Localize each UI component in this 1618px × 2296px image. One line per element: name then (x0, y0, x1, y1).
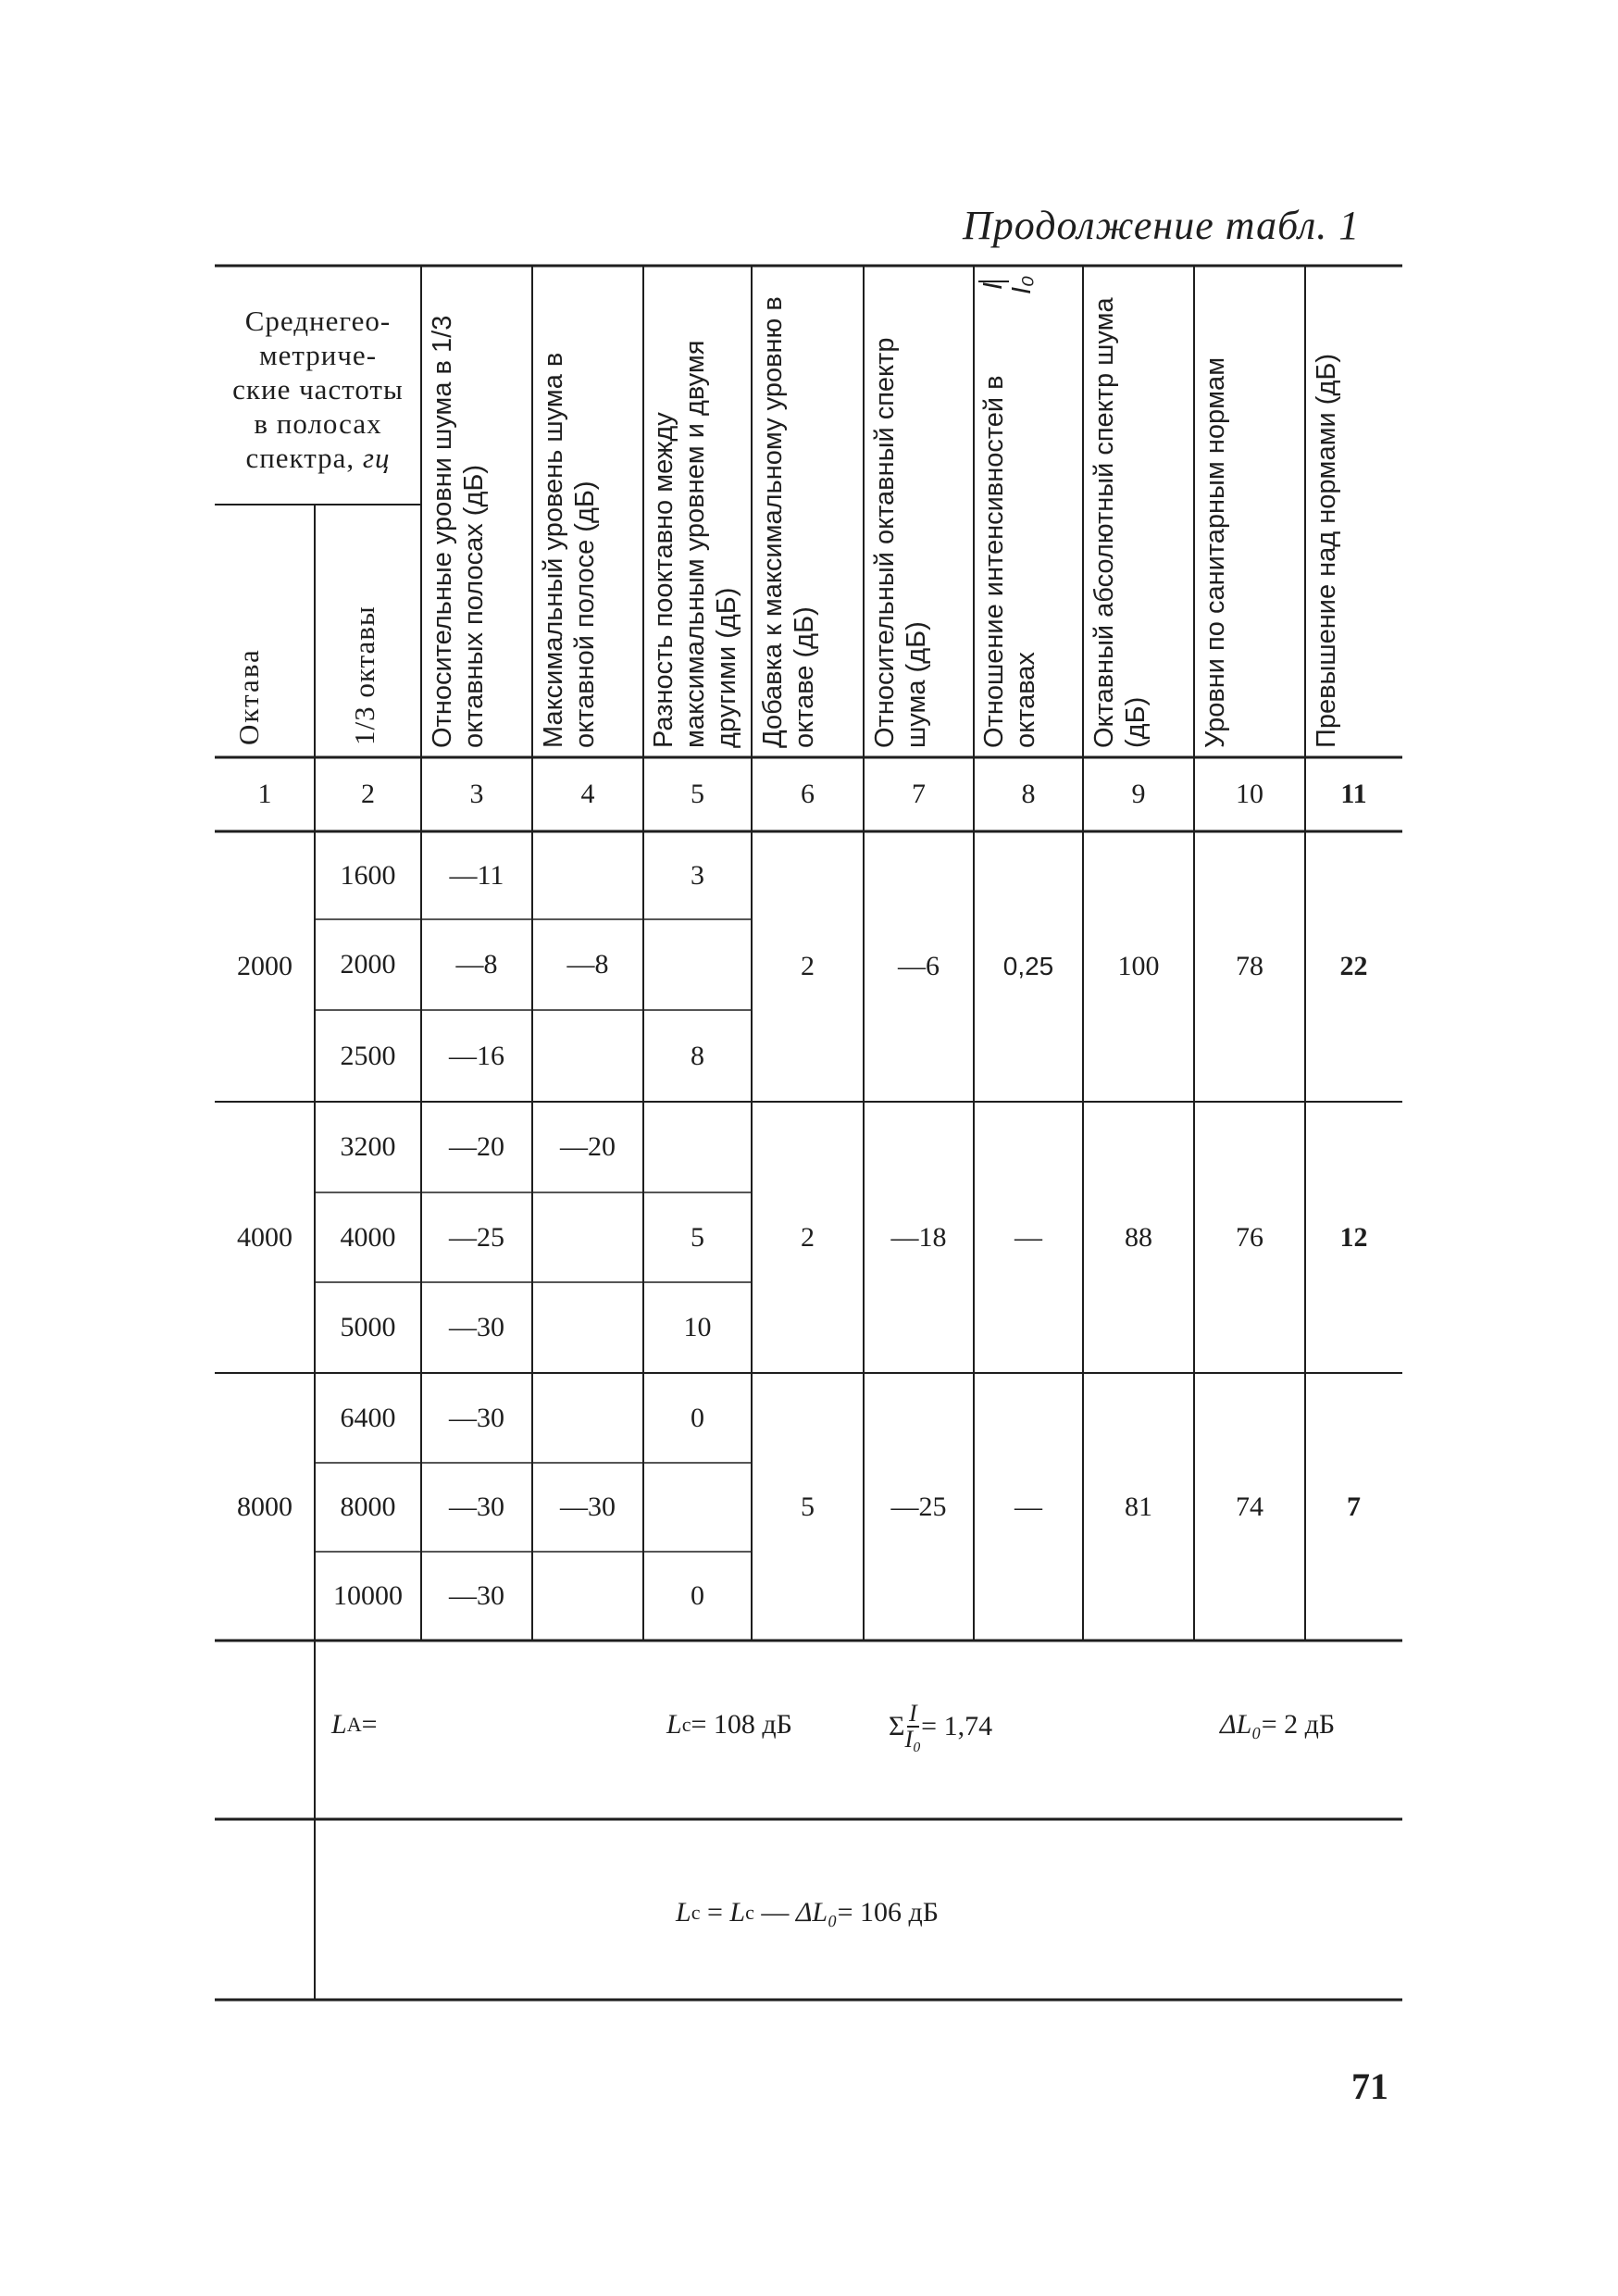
third-diff (643, 1102, 752, 1192)
table-caption: Продолжение табл. 1 (963, 203, 1361, 248)
column-number: 9 (1131, 779, 1146, 809)
header-group-line: Среднегео- (244, 304, 392, 337)
octave-excess: 12 (1339, 1221, 1368, 1253)
third-max-level (532, 1373, 643, 1463)
octave-rel-spectrum: —25 (890, 1491, 947, 1522)
third-max-level (532, 1552, 643, 1641)
third-rel-level: —30 (449, 1580, 504, 1611)
third-freq: 2000 (340, 949, 396, 980)
sum-fraction: $\frac{I}{\text{I₀}}$ (904, 1700, 922, 1753)
third-rel-level: —8 (455, 949, 498, 980)
octave-excess: 7 (1347, 1491, 1361, 1522)
octave-rel-spectrum: —6 (898, 951, 940, 981)
header-octave: Октава (232, 648, 265, 745)
third-diff (643, 919, 752, 1010)
octave-abs-spectrum: 88 (1125, 1221, 1152, 1253)
third-rel-level: —25 (449, 1221, 504, 1253)
header-group-line: метриче- (258, 338, 378, 371)
octave-excess: 22 (1339, 951, 1368, 981)
column-number: 10 (1236, 779, 1263, 809)
third-freq: 2500 (340, 1040, 396, 1071)
third-diff: 5 (691, 1221, 704, 1253)
third-max-level (532, 1010, 643, 1102)
third-rel-level: —30 (449, 1491, 504, 1522)
header-col9: Октавный абсолютный спектр шума (дБ) (1089, 297, 1151, 748)
third-diff (643, 1463, 752, 1552)
header-col7: Относительный октавный спектр шума (дБ) (870, 337, 931, 748)
octave-norm: 74 (1236, 1491, 1263, 1522)
header-third-octave: 1/3 октавы (348, 605, 380, 745)
octave-intensity-ratio: 0,25 (1002, 952, 1054, 980)
octave-add: 2 (801, 951, 815, 981)
la-formula: L A = (331, 1709, 378, 1740)
octave-norm: 78 (1236, 951, 1263, 981)
header-col6: Добавка к максимальному уровню в октаве (дБ) (758, 296, 819, 748)
third-max-level: —20 (560, 1131, 616, 1162)
header-col4: Максимальный уровень шума в октавной полосе (дБ) (539, 352, 600, 748)
octave-rel-spectrum: —18 (890, 1221, 947, 1253)
third-freq: 10000 (333, 1580, 403, 1611)
header-group-line: спектра, гц (245, 441, 391, 474)
octave-abs-spectrum: 100 (1117, 951, 1160, 981)
octave-abs-spectrum: 81 (1125, 1491, 1152, 1522)
third-rel-level: —30 (449, 1402, 504, 1433)
header-col11: Превышение над нормами (дБ) (1312, 353, 1341, 748)
third-max-level: —30 (560, 1491, 616, 1522)
third-max-level: —8 (566, 949, 609, 980)
third-freq: 3200 (340, 1131, 396, 1162)
column-number: 4 (580, 779, 595, 809)
third-rel-level: —16 (449, 1040, 504, 1071)
header-col10: Уровни по санитарным нормам (1201, 356, 1230, 748)
third-freq: 6400 (340, 1402, 396, 1433)
octave-add: 2 (801, 1221, 815, 1253)
column-number: 11 (1340, 779, 1367, 809)
third-rel-level: —30 (449, 1312, 504, 1342)
delta-l-formula: ΔL₀ = 2 дБ (1220, 1709, 1336, 1740)
octave-intensity-ratio: — (1014, 1221, 1042, 1253)
column-number: 5 (691, 779, 704, 809)
header-col8-prefix: Отношение интенсивностей в октавах (979, 375, 1040, 748)
third-diff: 10 (683, 1312, 712, 1342)
column-number: 3 (469, 779, 484, 809)
header-group-line: ские частоты (232, 372, 404, 406)
header-col8 (978, 276, 1078, 748)
intensity-sum-formula: Σ $\frac{I}{\text{I₀}}$ = 1,74 (889, 1700, 993, 1753)
header-col8-fraction: I I₀ (978, 276, 1037, 295)
octave-cell: 2000 (237, 951, 292, 981)
column-number: 6 (801, 779, 815, 809)
octave-cell: 4000 (237, 1221, 292, 1253)
octave-norm: 76 (1236, 1221, 1263, 1253)
octave-add: 5 (801, 1491, 815, 1522)
third-diff: 0 (691, 1402, 704, 1433)
octave-intensity-ratio: — (1014, 1491, 1042, 1522)
page-number: 71 (1351, 2065, 1388, 2107)
third-freq: 4000 (340, 1221, 396, 1253)
header-group (215, 278, 421, 500)
third-freq: 8000 (340, 1491, 396, 1522)
third-max-level (532, 1192, 643, 1282)
column-number: 7 (912, 779, 926, 809)
third-diff: 8 (691, 1040, 704, 1071)
lc-formula: L c = 108 дБ (666, 1709, 792, 1740)
third-freq: 1600 (340, 859, 396, 891)
octave-cell: 8000 (237, 1491, 292, 1522)
column-number: 2 (361, 779, 375, 809)
third-rel-level: —11 (449, 859, 504, 891)
third-freq: 5000 (340, 1312, 396, 1342)
column-number: 8 (1021, 779, 1036, 809)
header-group-line: в полосах (254, 406, 382, 440)
header-col3: Относительные уровни шума в 1/3 октавных полосах (дБ) (428, 315, 489, 748)
third-max-level (532, 1282, 643, 1373)
header-col5: Разность пооктавно между максимальным уровнем и двумя другими (дБ) (649, 340, 741, 748)
third-diff: 0 (691, 1580, 704, 1611)
third-diff: 3 (691, 859, 704, 891)
column-number: 1 (257, 779, 272, 809)
final-formula: L c = L c — ΔL₀ = 106 дБ (676, 1897, 939, 1928)
third-max-level (532, 831, 643, 919)
third-rel-level: —20 (449, 1131, 504, 1162)
